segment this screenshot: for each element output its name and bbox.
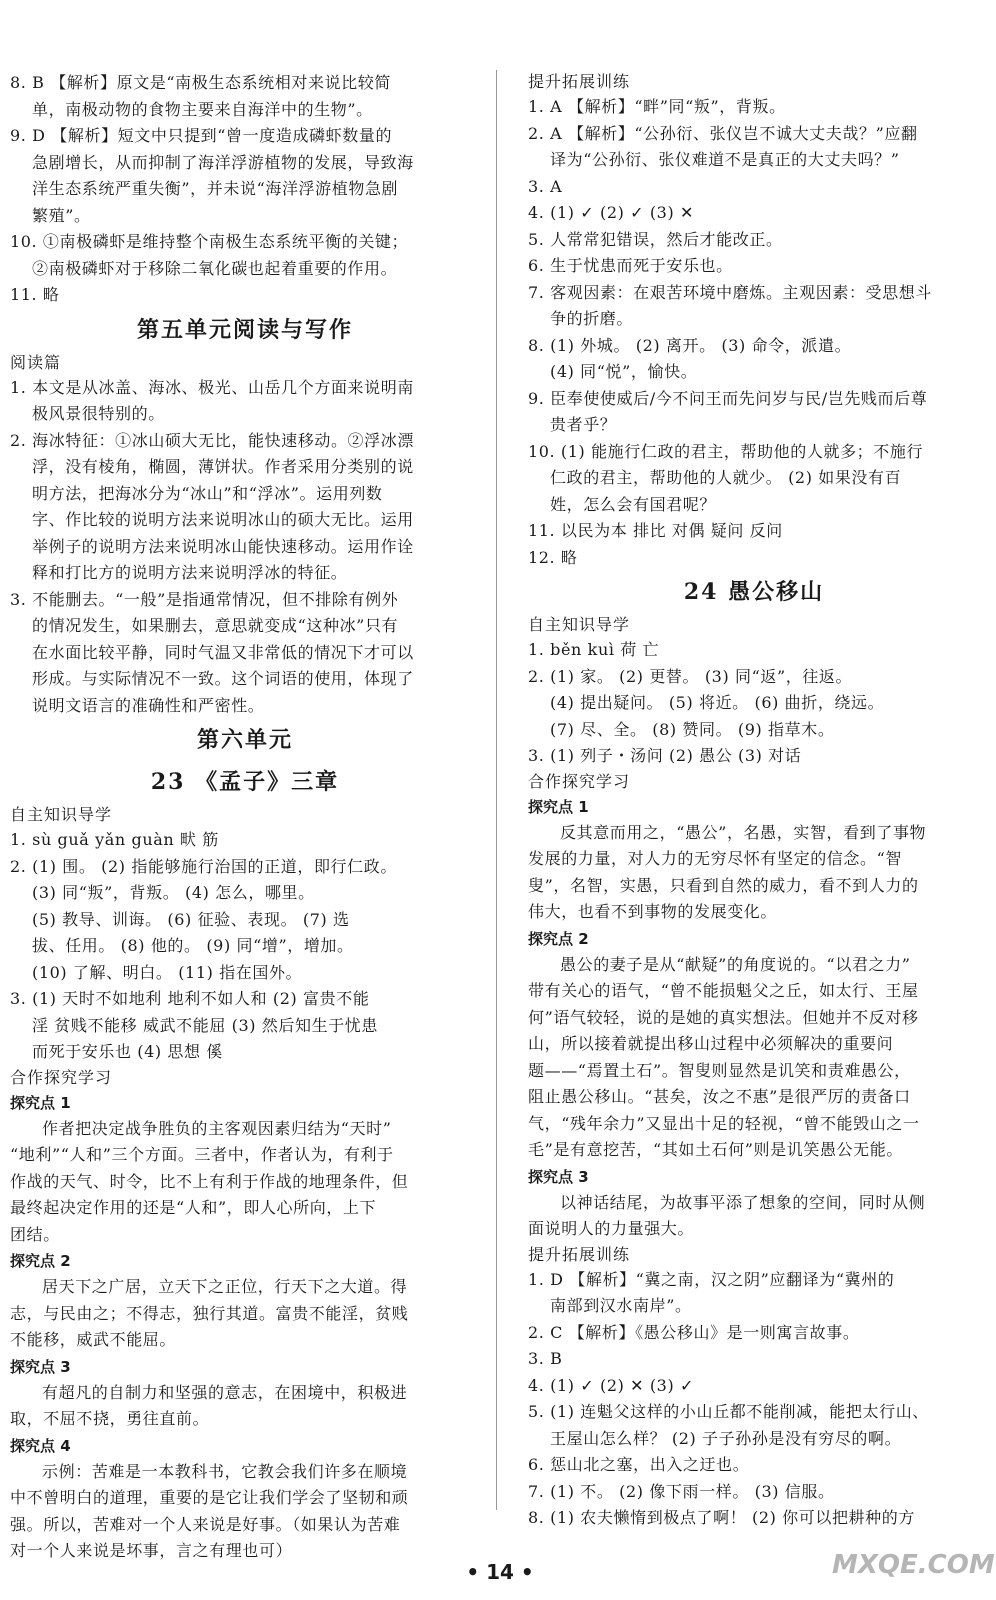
text-line: 12. 略 — [528, 547, 578, 567]
text-line: 淫 贫贱不能移 威武不能屈 (3) 然后知生于忧患 — [32, 1015, 379, 1035]
text-line: 作者把决定战争胜负的主客观因素归结为“天时” — [42, 1118, 392, 1138]
text-line: 对一个人来说是坏事，言之有理也可） — [10, 1541, 293, 1560]
text-line: 中不曾明白的道理，重要的是它让我们学会了坚韧和顽 — [10, 1488, 409, 1507]
text-line: 10. ①南极磷虾是维持整个南极生态系统平衡的关键； — [10, 232, 409, 251]
text-line: 2. C 【解析】《愚公移山》是一则寓言故事。 — [528, 1322, 860, 1342]
text-line: 的情况发生，如果删去，意思就变成“这种冰”只有 — [32, 616, 399, 635]
text-line: 示例：苦难是一本教科书，它教会我们许多在顺境 — [42, 1461, 408, 1481]
right-column — [528, 70, 980, 1532]
section-heading: 24 愚公移山 — [683, 579, 825, 605]
column-divider — [496, 70, 497, 1510]
text-line: 气，“残年余力”又显出十足的轻视，“曾不能毁山之一 — [528, 1113, 920, 1133]
text-line: 南部到汉水南岸”。 — [550, 1296, 692, 1315]
text-line: 面说明人的力量强大。 — [528, 1219, 695, 1238]
text-line: 4. (1) ✓ (2) ✕ (3) ✓ — [528, 1375, 694, 1395]
text-line: 王屋山怎么样？ (2) 子子孙孙是没有穷尽的啊。 — [550, 1428, 902, 1448]
text-line: (5) 教导、训诲。 (6) 征验、表现。 (7) 选 — [32, 909, 350, 929]
section-heading: 第六单元 — [196, 727, 293, 753]
text-line: 山，所以接着就提出移山过程中必须解决的重要问 — [528, 1034, 894, 1053]
text-line: 仁政的君主，帮助他的人就少。 (2) 如果没有百 — [550, 468, 902, 487]
text-line: 11. 略 — [10, 285, 60, 304]
text-line: 5. 人常常犯错误，然后才能改正。 — [528, 229, 783, 249]
text-line: (4) 提出疑问。 (5) 将近。 (6) 曲折，绕远。 — [550, 693, 885, 712]
text-line: 6. 生于忧患而死于安乐也。 — [528, 256, 733, 275]
text-line: 形成。与实际情况不一致。这个词语的使用，体现了 — [32, 669, 414, 688]
text-line: (3) 同“叛”，背叛。 (4) 怎么，哪里。 — [32, 883, 315, 902]
text-line: 1. běn kuì 荷 亡 — [528, 640, 660, 659]
text-line: 在水面比较平静，同时气温又非常低的情况下才可以 — [32, 642, 414, 662]
text-line: 争的折磨。 — [550, 309, 634, 328]
text-line: 1. D 【解析】“冀之南，汉之阴”应翻译为“冀州的 — [528, 1269, 895, 1289]
text-line: 毛”是有意挖苦，“其如土石何”则是讥笑愚公无能。 — [528, 1140, 903, 1159]
text-line: 最终起决定作用的还是“人和”，即人心所向，上下 — [10, 1198, 377, 1217]
text-line: 反其意而用之，“愚公”，名愚，实智，看到了事物 — [560, 822, 927, 842]
left-column — [10, 70, 480, 1565]
subsection-heading: 合作探究学习 — [10, 1067, 113, 1087]
text-line: “地利”“人和”三个方面。三者中，作者认为，有利于 — [10, 1145, 394, 1164]
text-line: 8. B 【解析】原文是“南极生态系统相对来说比较简 — [10, 73, 391, 92]
text-line: 释和打比方的说明方法来说明浮冰的特征。 — [32, 563, 348, 582]
text-line: 带有关心的语气，“曾不能损魁父之丘，如太行、王屋 — [528, 981, 919, 1000]
text-line: ②南极磷虾对于移除二氧化碳也起着重要的作用。 — [32, 258, 398, 278]
inquiry-point-heading: 探究点 2 — [10, 1252, 71, 1270]
inquiry-point-heading: 探究点 4 — [10, 1436, 71, 1455]
inquiry-point-heading: 探究点 1 — [10, 1093, 71, 1112]
text-line: 举例子的说明方法来说明冰山能快速移动。运用作诠 — [32, 536, 414, 556]
text-line: 6. 惩山北之塞，出入之迂也。 — [528, 1455, 750, 1474]
text-line: 居天下之广居，立天下之正位，行天下之大道。得 — [42, 1277, 408, 1296]
subsection-heading: 自主知识导学 — [528, 615, 631, 634]
text-line: 说明文语言的准确性和严密性。 — [32, 695, 265, 715]
text-line: (7) 尽、全。 (8) 赞同。 (9) 指草木。 — [550, 719, 835, 739]
text-line: 5. (1) 连魁父这样的小山丘都不能削减，能把太行山、 — [528, 1402, 929, 1421]
text-line: 3. A — [528, 176, 563, 196]
text-line: 有超凡的自制力和坚强的意志，在困境中，积极进 — [42, 1382, 408, 1402]
text-line: 急剧增长，从而抑制了海洋浮游植物的发展，导致海 — [32, 152, 414, 172]
text-line: 2. 海冰特征：①冰山硕大无比，能快速移动。②浮冰漂 — [10, 430, 414, 450]
text-line: 强。所以，苦难对一个人来说是好事。（如果认为苦难 — [10, 1514, 401, 1534]
text-line: 发展的力量，对人力的无穷尽怀有坚定的信念。“智 — [528, 849, 902, 868]
text-line: 何”语气较轻，说的是她的真实想法。但她并不反对移 — [528, 1007, 919, 1027]
text-line: 4. (1) ✓ (2) ✓ (3) ✕ — [528, 203, 694, 222]
subsection-heading: 阅读篇 — [10, 352, 62, 372]
inquiry-point-heading: 探究点 1 — [528, 797, 589, 816]
subsection-heading: 提升拓展训练 — [528, 72, 631, 91]
text-line: (4) 同“悦”，愉快。 — [550, 362, 698, 381]
text-line: 3. (1) 列子・汤问 (2) 愚公 (3) 对话 — [528, 746, 802, 765]
text-line: 贵者乎？ — [550, 415, 617, 434]
text-line: 繁殖”。 — [32, 205, 91, 225]
text-line: 团结。 — [10, 1224, 60, 1244]
text-line: 3. B — [528, 1349, 563, 1368]
text-line: 浮，没有棱角，椭圆，薄饼状。作者采用分类别的说 — [32, 457, 414, 476]
text-line: 1. sù guǎ yǎn guàn 畎 筋 — [10, 830, 219, 849]
text-line: 愚公的妻子是从“献疑”的角度说的。“以君之力” — [560, 954, 911, 974]
text-line: 拔、任用。 (8) 他的。 (9) 同“增”，增加。 — [32, 936, 354, 955]
text-line: 8. (1) 农夫懒惰到极点了啊！ (2) 你可以把耕种的方 — [528, 1508, 915, 1527]
text-line: 11. 以民为本 排比 对偶 疑问 反问 — [528, 521, 783, 540]
text-line: 2. (1) 家。 (2) 更替。 (3) 同“返”，往返。 — [528, 666, 853, 686]
text-line: 8. (1) 外城。 (2) 离开。 (3) 命令，派遣。 — [528, 335, 852, 355]
text-line: 以神话结尾，为故事平添了想象的空间，同时从侧 — [560, 1192, 926, 1212]
text-line: 7. 客观因素：在艰苦环境中磨炼。主观因素：受思想斗 — [528, 282, 932, 302]
inquiry-point-heading: 探究点 2 — [528, 929, 589, 948]
text-line: 题——“焉置土石”。智叟则显然是讥笑和责难愚公， — [528, 1060, 911, 1080]
text-line: 字、作比较的说明方法来说明冰山的硕大无比。运用 — [32, 510, 414, 529]
text-line: 10. (1) 能施行仁政的君主，帮助他的人就多；不施行 — [528, 441, 924, 461]
subsection-heading: 自主知识导学 — [10, 805, 113, 824]
inquiry-point-heading: 探究点 3 — [528, 1167, 589, 1186]
text-line: 1. A 【解析】“畔”同“叛”，背叛。 — [528, 97, 786, 116]
text-line: 作战的天气、时令，比不上有利于作战的地理条件，但 — [10, 1171, 409, 1191]
inquiry-point-heading: 探究点 3 — [10, 1357, 71, 1376]
text-line: 9. 臣奉使使威后/今不问王而先问岁与民/岂先贱而后尊 — [528, 388, 928, 408]
subsection-heading: 合作探究学习 — [528, 771, 631, 791]
text-line: 姓，怎么会有国君呢？ — [550, 494, 717, 514]
page-number: • 14 • — [466, 1560, 534, 1584]
text-line: 3. (1) 天时不如地利 地利不如人和 (2) 富贵不能 — [10, 989, 370, 1008]
subsection-heading: 提升拓展训练 — [528, 1244, 631, 1264]
text-line: 而死于安乐也 (4) 思想 傒 — [32, 1042, 223, 1061]
text-line: 伟大，也看不到事物的发展变化。 — [528, 902, 778, 921]
text-line: 3. 不能删去。“一般”是指通常情况，但不排除有例外 — [10, 589, 399, 609]
text-line: 2. A 【解析】“公孙衍、张仪岂不诚大丈夫哉？”应翻 — [528, 123, 918, 143]
text-line: 9. D 【解析】短文中只提到“曾一度造成磷虾数量的 — [10, 126, 393, 145]
section-heading: 23 《孟子》三章 — [150, 769, 340, 795]
text-line: 单，南极动物的食物主要来自海洋中的生物”。 — [32, 99, 373, 119]
text-line: 阻止愚公移山。“甚矣，汝之不惠”是很严厉的责备口 — [528, 1087, 911, 1106]
text-line: (10) 了解、明白。 (11) 指在国外。 — [32, 962, 303, 982]
text-line: 7. (1) 不。 (2) 像下雨一样。 (3) 信服。 — [528, 1481, 835, 1501]
text-line: 译为“公孙衍、张仪难道不是真正的大丈夫吗？” — [550, 150, 900, 169]
text-line: 1. 本文是从冰盖、海冰、极光、山岳几个方面来说明南 — [10, 377, 414, 397]
text-line: 2. (1) 围。 (2) 指能够施行治国的正道，即行仁政。 — [10, 856, 397, 876]
text-line: 洋生态系统严重失衡”，并未说“海洋浮游植物急剧 — [32, 179, 399, 198]
text-line: 取，不屈不挠，勇往直前。 — [10, 1409, 210, 1428]
text-line: 志，与民由之；不得志，独行其道。富贵不能淫，贫贱 — [10, 1303, 409, 1323]
text-line: 不能移，威武不能屈。 — [10, 1330, 177, 1349]
text-line: 极风景很特别的。 — [32, 404, 165, 423]
watermark-logo: MXQE.COM — [832, 1550, 995, 1580]
text-line: 叟”，名智，实愚，只看到自然的威力，看不到人力的 — [528, 875, 919, 895]
text-line: 明方法，把海冰分为“冰山”和“浮冰”。运用列数 — [32, 483, 383, 503]
section-heading: 第五单元阅读与写作 — [136, 316, 353, 343]
